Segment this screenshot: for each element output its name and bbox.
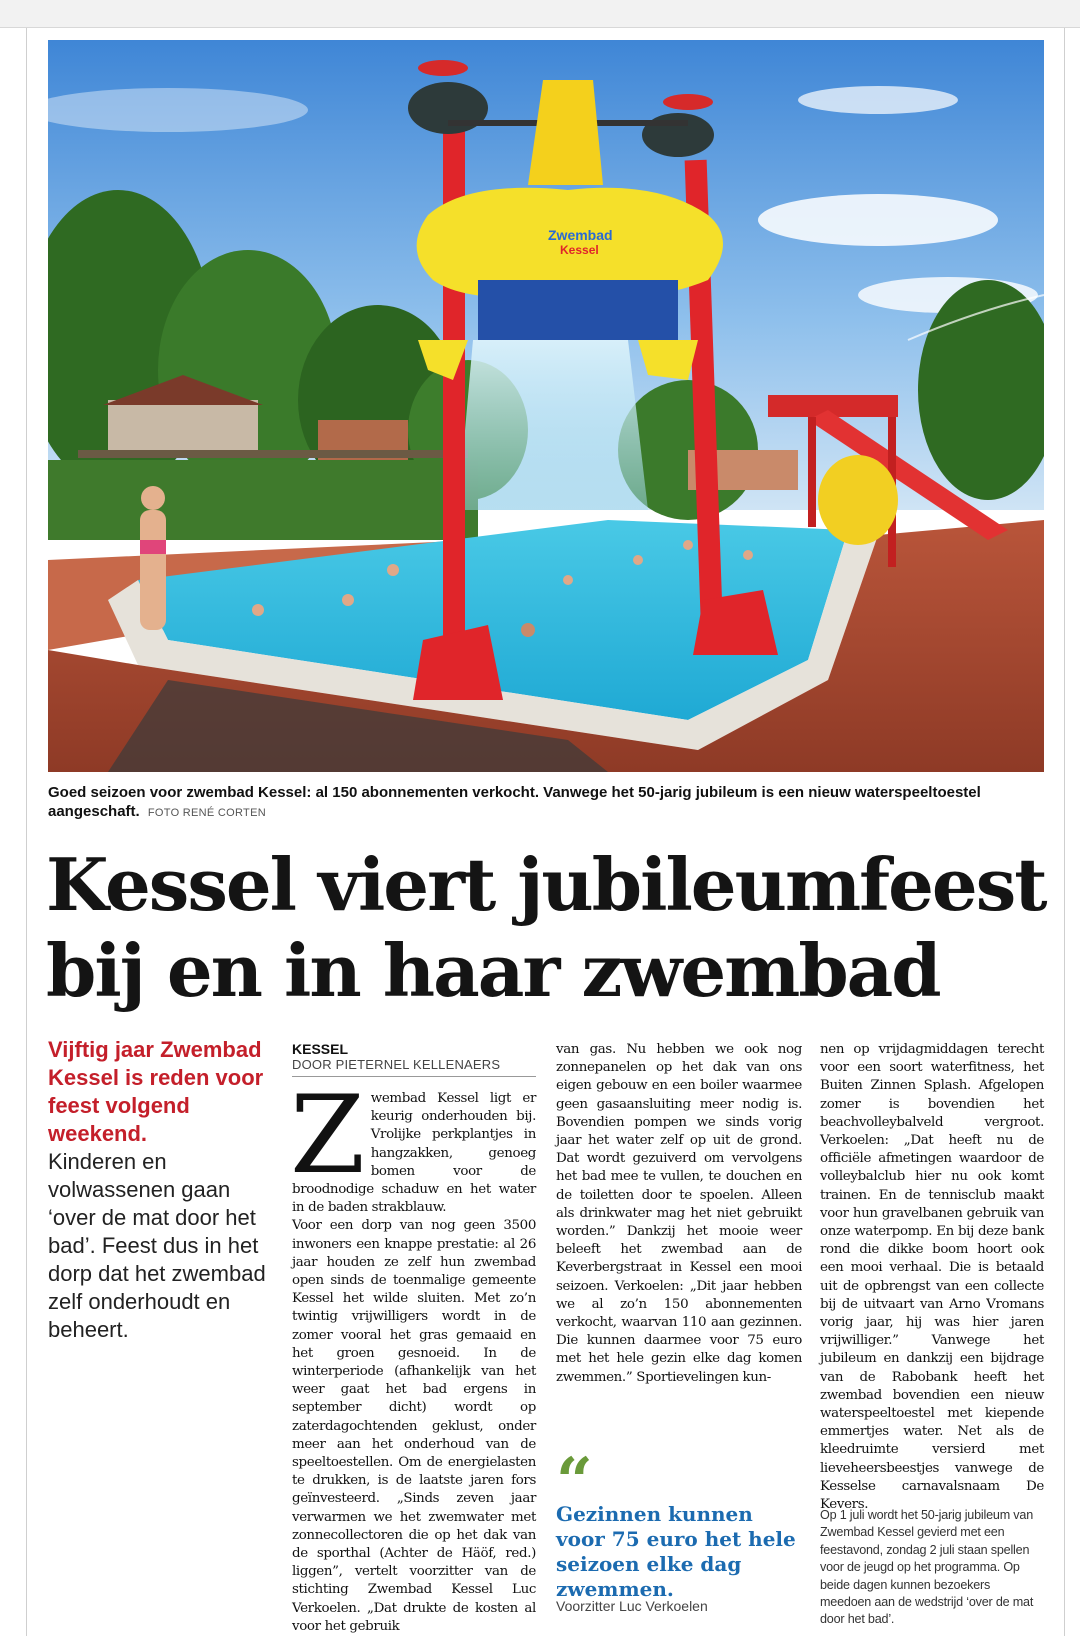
article-headline [46, 842, 1046, 1014]
headline-line-1: Kessel viert jubileumfeest [46, 842, 1046, 927]
sign-text-kessel: Kessel [560, 243, 599, 257]
body-paragraph-2: Voor een dorp van nog geen 3500 inwoners een knappe prestatie: al 26 jaar houden ze zelf hun zwembad open sinds de toenmalige gemeente Kessel het wilde sluiten. Met zo’n twintig vrijwilligers wordt in de zomer vooral het gras gemaaid en het groen gesnoeid. In de winterperiode (afhankelijk van het weer gaat het bad ergens in september dicht) wordt op zaterdagochtenden geklust, onder meer aan het onderhoud van de speeltoestellen. Om de energielasten te drukken, is de laatste jaren fors geïnvesteerd. „Sinds zeven jaar verwarmen we het zwemwater met zonnecollectoren die op het dak van de sporthal (Achter de Häöf, red.) liggen”, vertelt voorzitter van de stichting Zwembad Kessel Luc Verkoelen. „Dat drukte de kosten al voor het gebruik [292, 1218, 536, 1634]
pull-quote: Gezinnen kunnen voor 75 euro het hele seizoen elke dag zwemmen. [556, 1502, 796, 1601]
swimming-pool-photo [48, 40, 1044, 772]
caption-text: Goed seizoen voor zwembad Kessel: al 150 abonnementen verkocht. Vanwege het 50-jarig jubileum is een nieuw waterspeeltoestel aangeschaft. [48, 784, 981, 820]
page-left-border [26, 28, 27, 1636]
body-paragraph-1: wembad Kessel ligt er keurig onderhouden bij. Vrolijke perkplantjes in hangzakken, genoeg bomen voor de broodnodige schaduw en het water in de baden strakblauw. [292, 1091, 536, 1216]
headline-line-2: bij en in haar zwembad [46, 928, 940, 1013]
body-column-2 [556, 1041, 802, 1387]
dateline-place: KESSEL [292, 1041, 349, 1057]
byline [292, 1041, 536, 1077]
article-intro [48, 1036, 278, 1344]
photo-caption [48, 783, 1038, 823]
intro-text: Kinderen en volwassenen gaan ‘over de mat door het bad’. Feest dus in het dorp dat het zwembad zelf onderhoudt en beheert. [48, 1149, 266, 1342]
body-paragraph-4: nen op vrijdagmiddagen terecht voor een soort waterfitness, het Buiten Zinnen Splash. Afgelopen zomer is bovendien het beachvolleybalveld vergroot. Verkoelen: „Dat heeft nu de officiële afmetingen waardoor de volleybalclub hier nu ook komt trainen. En de tennisclub maakt voor hun gravelbanen gebruik van onze waterpomp. En bij deze bank rond die dikke boom hoort ook een mooi verhaal. Die is betaald uit de opbrengst van een collecte bij de uitvaart van Arno Vromans vorig jaar, hij was hier jaren vrijwilliger.” Vanwege het jubileum en dankzij een bijdrage van de Rabobank heeft het zwembad bovendien een nieuw waterspeeltoestel met kiepende emmertjes water. Net als de kleedruimte versierd met lieveheersbeestjes vanwege de Kesselse carnavalsnaam De Kevers. [820, 1042, 1044, 1513]
body-paragraph-3: van gas. Nu hebben we ook nog zonnepanelen op het dak van ons eigen gebouw en een boiler waarmee geen gasaansluiting meer nodig is. Bovendien pompen we sinds vorig jaar het water zelf op uit de grond. Dat wordt gezuiverd om vervolgens het bad mee te vullen, te douchen en de toiletten door te spoelen. Alleen als drinkwater mag het niet gebruikt worden.” Dankzij het mooie weer beleeft het zwembad aan de Keverbergstraat in Kessel een mooi seizoen. Verkoelen: „Dit jaar hebben we al zo’n 150 abonnementen verkocht, waarvan 110 aan gezinnen. Die kunnen daarmee voor 75 euro met het hele gezin elke dag komen zwemmen.” Sportievelingen kun- [556, 1042, 802, 1385]
byline-author: DOOR PIETERNEL KELLENAERS [292, 1057, 501, 1072]
photo-credit: FOTO RENÉ CORTEN [147, 807, 266, 819]
intro-lead: Vijftig jaar Zwembad Kessel is reden voor feest volgend weekend. [48, 1037, 264, 1146]
body-column-1 [290, 1073, 536, 1636]
browser-top-bar [0, 0, 1080, 28]
sign-text-zwembad: Zwembad [548, 227, 613, 243]
drop-cap: Z [290, 1073, 365, 1198]
page-right-border [1064, 28, 1065, 1636]
pull-quote-attribution: Voorzitter Luc Verkoelen [556, 1598, 708, 1614]
quote-mark-icon: “ [556, 1444, 593, 1519]
body-column-3 [820, 1041, 1044, 1514]
event-info-note: Op 1 juli wordt het 50-jarig jubileum van Zwembad Kessel gevierd met een feestavond, zondag 2 juli staan spellen voor de jeugd op het programma. Op beide dagen kunnen bezoekers meedoen aan de wedstrijd ‘over de mat door het bad’. [820, 1508, 1034, 1627]
